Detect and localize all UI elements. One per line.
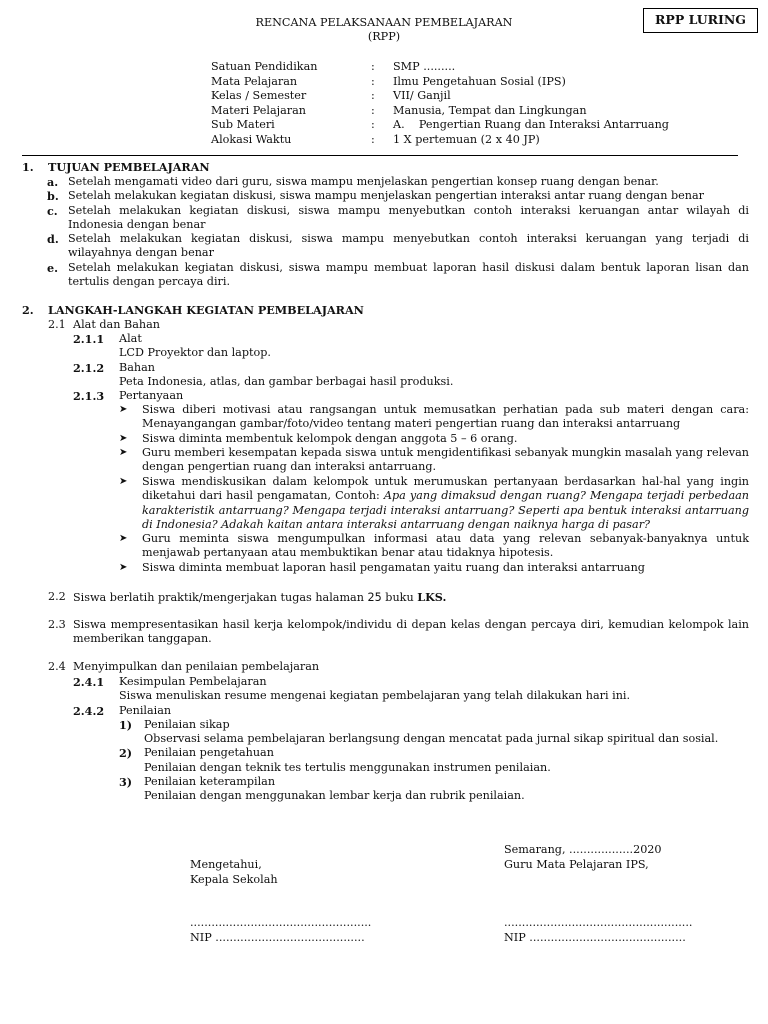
assessment-item [119, 746, 274, 760]
identity-row [211, 118, 669, 133]
arrow-bullet-icon: ➤ [119, 447, 128, 458]
page-number: 25 [367, 591, 382, 604]
assessment-title: Penilaian keterampilan [144, 775, 276, 788]
bullet-text: Guru meminta siswa mengumpulkan informasi atau data yang relevan sebanyak-banyaknya untuk menjawab pertanyaan atau membuktikan benar atau tidaknya hipotesis. [142, 532, 749, 560]
identity-row [211, 133, 669, 148]
place-date: Semarang, ..................2020 [504, 843, 662, 856]
subsection-title: Bahan [119, 361, 155, 374]
assessment-text: Penilaian dengan menggunakan lembar kerja dan rubrik penilaian. [144, 789, 525, 802]
subsection-2-4-2 [73, 704, 171, 718]
arrow-bullet-icon: ➤ [119, 562, 128, 573]
assessment-title: Penilaian sikap [144, 718, 230, 731]
identity-colon: : [371, 74, 375, 88]
teacher-nip: NIP ............................................ [504, 931, 686, 944]
subsection-title: Alat dan Bahan [73, 318, 160, 331]
item-letter: c. [47, 204, 58, 218]
section-title: LANGKAH-LANGKAH KEGIATAN PEMBELAJARAN [48, 303, 364, 317]
section-2-heading [22, 303, 364, 317]
subsection-2-4-1 [73, 675, 267, 689]
arrow-bullet-icon: ➤ [119, 533, 128, 544]
bullet-text: Siswa diminta membuat laporan hasil pengamatan yaitu ruang dan interaksi antarruang [142, 561, 645, 574]
principal-name-line: ................................................... [190, 916, 372, 929]
identity-row [211, 60, 669, 75]
header-divider [22, 155, 738, 156]
subsection-number: 2.2 [48, 590, 66, 603]
arrow-bullet-icon: ➤ [119, 404, 128, 415]
document-subtitle: (RPP) [367, 30, 401, 43]
activity-bullet [119, 403, 749, 432]
identity-row [211, 89, 669, 104]
bullet-text: Siswa diberi motivasi atau rangsangan untuk memusatkan perhatian pada sub materi dengan cara: Menayangangan gambar/foto/video tentang materi pengertian ruang dan interaksi antarruang [142, 403, 749, 431]
subsection-2-1-2 [73, 361, 155, 375]
subsection-number: 2.4.1 [73, 675, 105, 689]
practice-text-b: buku [381, 591, 418, 604]
arrow-bullet-icon: ➤ [119, 476, 128, 487]
identity-value: Ilmu Pengetahuan Sosial (IPS) [393, 74, 566, 88]
subsection-title: Alat [119, 332, 142, 345]
subsection-number: 2.4 [48, 660, 66, 673]
example-questions: Apa yang dimaksud dengan ruang? Mengapa terjadi perbedaan karakteristik antarruang? Mengapa terjadi interaksi antarruang? Seperti apa bentuk interaksi antarruang di Indonesia? Adakah kaitan antara interaksi antarruang dengan naiknya harga di pasar? [142, 489, 749, 532]
materials-text: Peta Indonesia, atlas, dan gambar berbagai hasil produksi. [119, 375, 454, 388]
assessment-number: 3) [119, 775, 133, 789]
subsection-number: 2.1.1 [73, 332, 105, 346]
section-title: TUJUAN PEMBELAJARAN [48, 160, 210, 174]
item-letter: d. [47, 232, 59, 246]
section-number: 2. [22, 303, 34, 317]
activity-bullet [119, 446, 749, 475]
bullet-text-plain: Siswa mendiskusikan dalam kelompok untuk merumuskan pertanyaan berdasarkan hal-hal yang ingin diketahui dari hasil pengamatan, Contoh: [142, 475, 749, 503]
section-number: 1. [22, 160, 34, 174]
identity-value: VII/ Ganjil [393, 89, 451, 102]
subsection-title: Pertanyaan [119, 389, 184, 402]
identity-label: Kelas / Semester [211, 89, 307, 102]
item-letter: b. [47, 189, 59, 203]
identity-row [211, 104, 669, 119]
identity-label: Alokasi Waktu [211, 132, 292, 146]
identity-colon: : [371, 103, 375, 117]
objective-item [47, 189, 749, 203]
subsection-2-4 [48, 660, 319, 674]
assessment-item [119, 775, 275, 789]
identity-value: 1 X pertemuan (2 x 40 JP) [393, 132, 540, 146]
identity-value: Manusia, Tempat dan Lingkungan [393, 103, 587, 117]
arrow-bullet-icon: ➤ [119, 433, 128, 444]
objective-item [47, 204, 749, 233]
identity-row [211, 75, 669, 90]
assessment-text: Penilaian dengan teknik tes tertulis menggunakan instrumen penilaian. [144, 761, 551, 774]
subsection-number: 2.3 [48, 618, 66, 631]
identity-colon: : [371, 89, 375, 102]
subsection-number: 2.1.3 [73, 389, 105, 403]
objective-item [47, 175, 749, 189]
assessment-text: Observasi selama pembelajaran berlangsung dengan mencatat pada jurnal sikap spiritual dan sosial. [144, 732, 719, 745]
activity-bullet [119, 475, 749, 533]
identity-label: Materi Pelajaran [211, 103, 306, 117]
activity-bullet [119, 532, 749, 561]
subsection-2-2 [48, 590, 749, 605]
subsection-2-3 [48, 618, 749, 647]
subsection-number: 2.1 [48, 318, 66, 331]
document-title: RENCANA PELAKSANAAN PEMBELAJARAN [255, 16, 513, 29]
teacher-title: Guru Mata Pelajaran IPS, [504, 858, 649, 871]
subsection-title: Kesimpulan Pembelajaran [119, 675, 267, 688]
item-letter: e. [47, 261, 59, 275]
item-text: Setelah melakukan kegiatan diskusi, siswa mampu membuat laporan hasil diskusi dalam bentuk laporan lisan dan tertulis dengan percaya diri. [68, 261, 749, 289]
identity-label: Sub Materi [211, 118, 275, 131]
principal-nip: NIP .......................................... [190, 931, 365, 944]
practice-text [73, 590, 749, 605]
tools-text: LCD Proyektor dan laptop. [119, 346, 271, 359]
section-1-heading [22, 160, 210, 174]
subsection-2-1 [48, 318, 160, 332]
assessment-item [119, 718, 230, 732]
subsection-number: 2.4.2 [73, 704, 105, 718]
conclusion-text: Siswa menuliskan resume mengenai kegiatan pembelajaran yang telah dilakukan hari ini. [119, 689, 631, 702]
assessment-number: 2) [119, 746, 133, 760]
teacher-name-line: ..................................................... [504, 916, 693, 929]
subsection-number: 2.1.2 [73, 361, 105, 375]
bullet-text: Siswa diminta membentuk kelompok dengan anggota 5 – 6 orang. [142, 432, 518, 445]
practice-text-a: Siswa berlatih praktik/mengerjakan tugas halaman [73, 591, 368, 604]
assessment-number: 1) [119, 718, 133, 732]
subsection-2-1-3 [73, 389, 183, 403]
subsection-title: Menyimpulkan dan penilaian pembelajaran [73, 660, 320, 673]
subsection-2-1-1 [73, 332, 142, 346]
item-letter: a. [47, 175, 59, 189]
identity-value: SMP ......... [393, 60, 456, 73]
acknowledged-label: Mengetahui, [190, 858, 262, 871]
identity-value: A. Pengertian Ruang dan Interaksi Antarruang [393, 118, 669, 131]
identity-colon: : [371, 118, 375, 131]
identity-colon: : [371, 132, 375, 146]
bullet-text: Guru memberi kesempatan kepada siswa untuk mengidentifikasi sebanyak mungkin masalah yang relevan dengan pengertian ruang dan interaksi antarruang. [142, 446, 749, 474]
item-text: Setelah melakukan kegiatan diskusi, siswa mampu menyebutkan contoh interaksi keruangan yang terjadi di wilayahnya dengan benar [68, 232, 749, 260]
objective-item [47, 261, 749, 290]
rpp-luring-badge: RPP LURING [643, 8, 758, 33]
book-name: LKS. [417, 590, 447, 604]
subsection-title: Penilaian [119, 704, 172, 717]
identity-colon: : [371, 60, 375, 73]
bullet-text [142, 475, 749, 533]
item-text: Setelah melakukan kegiatan diskusi, siswa mampu menyebutkan contoh interaksi keruangan antar wilayah di Indonesia dengan benar [68, 204, 749, 232]
activity-bullet [119, 561, 749, 575]
principal-title: Kepala Sekolah [190, 873, 278, 886]
identity-label: Mata Pelajaran [211, 74, 298, 88]
item-text: Setelah mengamati video dari guru, siswa mampu menjelaskan pengertian konsep ruang dengan benar. [68, 175, 659, 188]
identity-table [211, 60, 669, 147]
activity-bullet [119, 432, 749, 446]
item-text: Setelah melakukan kegiatan diskusi, siswa mampu menjelaskan pengertian interaksi antar ruang dengan benar [68, 189, 704, 202]
identity-label: Satuan Pendidikan [211, 60, 318, 73]
presentation-text: Siswa mempresentasikan hasil kerja kelompok/individu di depan kelas dengan percaya diri, kemudian kelompok lain memberikan tanggapan. [73, 618, 749, 646]
objective-item [47, 232, 749, 261]
assessment-title: Penilaian pengetahuan [144, 746, 274, 759]
